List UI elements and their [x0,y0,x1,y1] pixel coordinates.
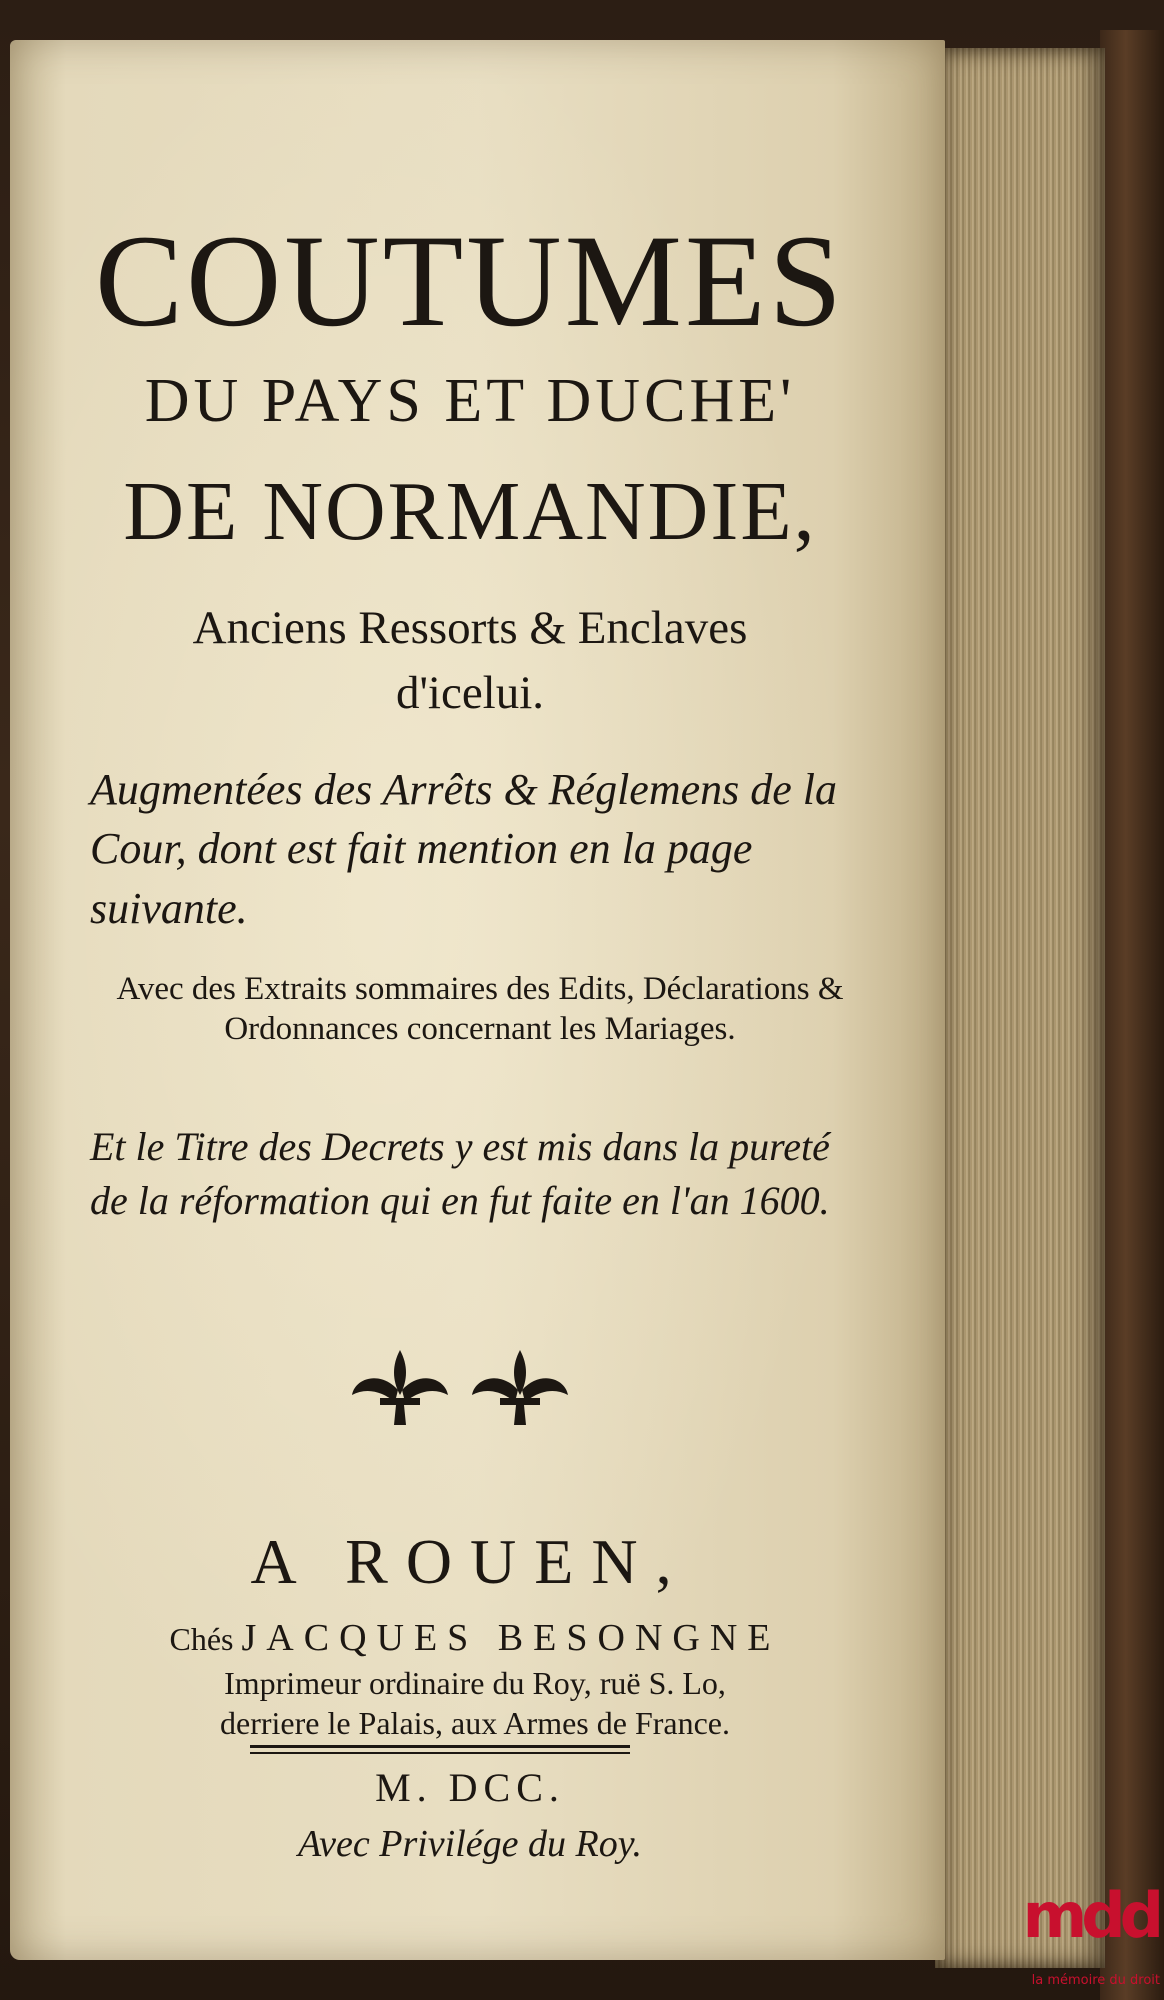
logo-caption: la mémoire du droit [1031,1973,1160,1988]
fleur-de-lis-icon [352,1350,448,1425]
imprint-line-3: derriere le Palais, aux Armes de France. [219,1704,730,1741]
subtitle-line-2: DE NORMANDIE, [123,465,817,558]
decrets-paragraph: Et le Titre des Decrets y est mis dans la pureté de la réformation qui en fut faite en l'an 1600. [90,1124,830,1223]
title-page [10,40,945,1960]
fleur-de-lis-icon [472,1350,568,1425]
subtitle-line-1: DU PAYS ET DUCHE' [144,367,796,435]
privilege-line: Avec Privilége du Roy. [298,1823,642,1865]
printer-name: JACQUES BESONGNE [241,1617,781,1659]
ressorts-line-1: Anciens Ressorts & Enclaves [192,602,748,654]
imprint-prefix: Chés [169,1621,234,1657]
page-edges [935,48,1105,1968]
book-cover-edge [1100,30,1164,2000]
imprint-line-1 [80,1615,870,1663]
logo-mark: mdd [1022,1879,1158,1952]
double-rule-divider [250,1745,630,1754]
book-title: COUTUMES [94,207,846,354]
ressorts-line-2: d'icelui. [395,667,545,719]
fleur-de-lis-icon [340,1340,580,1430]
publication-date: M. DCC. [375,1765,565,1810]
extraits-paragraph: Avec des Extraits sommaires des Edits, Déclarations & Ordonnances concernant les Mariages. [116,971,844,1047]
augmentees-paragraph: Augmentées des Arrêts & Réglemens de la Cour, dont est fait mention en la page suivante. [90,765,838,933]
imprint-block [80,1615,870,1743]
mdd-logo [1000,1879,1164,2000]
city-line: A ROUEN, [250,1526,690,1597]
imprint-line-2: Imprimeur ordinaire du Roy, ruë S. Lo, [224,1664,726,1701]
